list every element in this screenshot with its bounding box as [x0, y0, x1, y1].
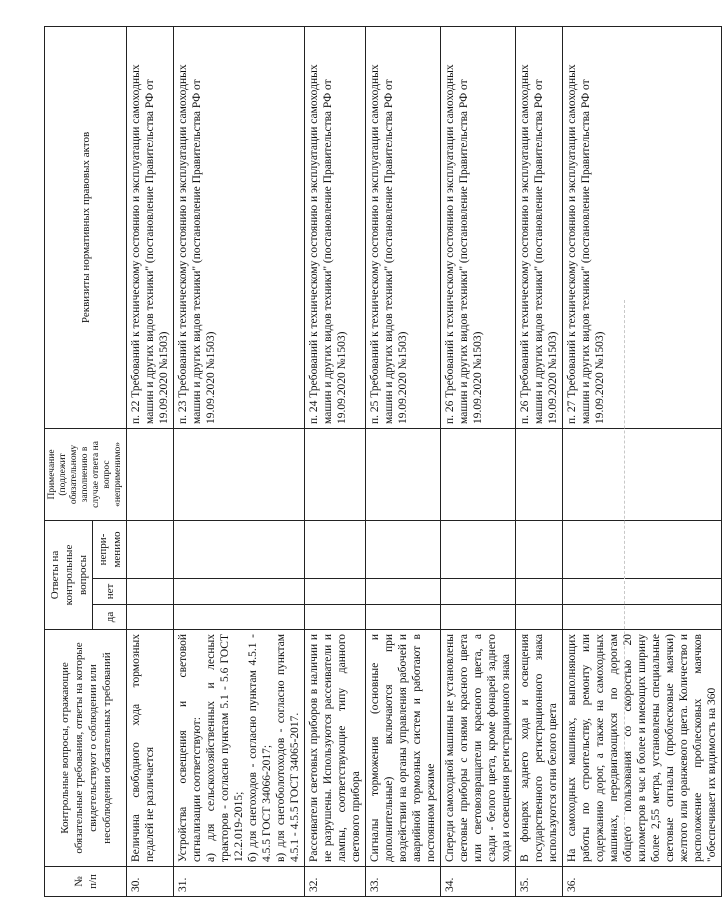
row-number: 35.: [516, 867, 563, 897]
header-na: непри-менимо: [93, 520, 127, 578]
answer-na-cell: [366, 520, 441, 578]
answer-no-cell: [174, 579, 305, 605]
table-row: [366, 26, 441, 896]
answer-no-cell: [127, 579, 174, 605]
answer-yes-cell: [563, 605, 722, 630]
answer-na-cell: [127, 520, 174, 578]
table-row: [516, 26, 563, 896]
note-cell: [127, 428, 174, 520]
checklist-table: [44, 26, 722, 897]
answer-yes-cell: [174, 605, 305, 630]
header-question: Контрольные вопросы, отражающие обязательные требования, ответы на которые свидетельствуют о соблюдении или несоблюдении обязательных требований: [45, 630, 127, 867]
table-row: [563, 26, 722, 896]
header-row: [45, 26, 93, 896]
answer-na-cell: [174, 520, 305, 578]
row-reference: п. 26 Требований к техническому состоянию и эксплуатации самоходных машин и других видов техники" (постановление Правительства РФ от 19.09.2020 №1503): [441, 26, 516, 428]
note-cell: [174, 428, 305, 520]
row-question: В фонарях заднего хода и освещения государственного регистрационного знака используются огни белого цвета: [516, 630, 563, 867]
row-reference: п. 27 Требований к техническому состоянию и эксплуатации самоходных машин и других видов техники" (постановление Правительства РФ от 19.09.2020 №1503): [563, 26, 722, 428]
header-note: Примечание (подлежит обязательному заполнению в случае ответа на вопрос «неприменимо»: [45, 428, 127, 520]
row-number: 31.: [174, 867, 305, 897]
header-refs: Реквизиты нормативных правовых актов: [45, 26, 127, 428]
row-question: Рассеиватели световых приборов в наличии и не разрушены. Используются рассеиватели и лампы, соответствующие типу данного светового прибора: [305, 630, 366, 867]
answer-yes-cell: [127, 605, 174, 630]
answer-yes-cell: [366, 605, 441, 630]
table-row: [127, 26, 174, 896]
header-num: № п/п: [45, 867, 127, 897]
row-number: 36.: [563, 867, 722, 897]
answer-na-cell: [305, 520, 366, 578]
answer-na-cell: [516, 520, 563, 578]
table-row: [441, 26, 516, 896]
row-number: 34.: [441, 867, 516, 897]
note-cell: [563, 428, 722, 520]
table-row: [305, 26, 366, 896]
row-number: 30.: [127, 867, 174, 897]
row-question: Спереди самоходной машины не установлены световые приборы с огнями красного цвета или световозвращатели красного цвета, а сзади - белого цвета, кроме фонарей заднего хода и освещения регистрационного знака: [441, 630, 516, 867]
scan-artifact-line: [624, 300, 626, 860]
row-reference: п. 26 Требований к техническому состоянию и эксплуатации самоходных машин и других видов техники" (постановление Правительства РФ от 19.09.2020 №1503): [516, 26, 563, 428]
header-no: нет: [93, 579, 127, 605]
row-number: 32.: [305, 867, 366, 897]
row-number: 33.: [366, 867, 441, 897]
answer-no-cell: [441, 579, 516, 605]
header-yes: да: [93, 605, 127, 630]
answer-no-cell: [366, 579, 441, 605]
row-question: На самоходных машинах, выполняющих работы по строительству, ремонту или содержанию дорог, а также на самоходных машинах, передвигающихся по дорогам общего пользования со скоростью 20 километров в час и более и имеющих ширину более 2,55 метра, установлены специальные световые сигналы (проблесковые маячки) желтого или оранжевого цвета. Количество и расположение проблесковых маячков "обеспечивает их видимость на 360: [563, 630, 722, 867]
row-reference: п. 24 Требований к техническому состоянию и эксплуатации самоходных машин и других видов техники" (постановление Правительства РФ от 19.09.2020 №1503): [305, 26, 366, 428]
note-cell: [441, 428, 516, 520]
row-question: Устройства освещения и световой сигнализации соответствуют: а) для сельскохозяйственных и лесных тракторов - согласно пунктам 5.1 - 5.6 ГОСТ 12.2.019-2015; б) для снегоходов - согласно пунктам 4.5.1 - 4.5.5 ГОСТ 34066-2017; в) для снегоболотоходов - согласно пунктам 4.5.1 - 4.5.5 ГОСТ 34065-2017.: [174, 630, 305, 867]
answer-na-cell: [563, 520, 722, 578]
answer-yes-cell: [516, 605, 563, 630]
note-cell: [305, 428, 366, 520]
row-question: Величина свободного хода тормозных педалей не различается: [127, 630, 174, 867]
answer-yes-cell: [305, 605, 366, 630]
answer-no-cell: [563, 579, 722, 605]
row-reference: п. 22 Требований к техническому состоянию и эксплуатации самоходных машин и других видов техники" (постановление Правительства РФ от 19.09.2020 №1503): [127, 26, 174, 428]
answer-yes-cell: [441, 605, 516, 630]
answer-no-cell: [516, 579, 563, 605]
answer-na-cell: [441, 520, 516, 578]
header-answers: Ответы на контрольные вопросы: [45, 520, 93, 629]
table-row: [174, 26, 305, 896]
row-reference: п. 23 Требований к техническому состоянию и эксплуатации самоходных машин и других видов техники" (постановление Правительства РФ от 19.09.2020 №1503): [174, 26, 305, 428]
note-cell: [366, 428, 441, 520]
row-reference: п. 25 Требований к техническому состоянию и эксплуатации самоходных машин и других видов техники" (постановление Правительства РФ от 19.09.2020 №1503): [366, 26, 441, 428]
row-question: Сигналы торможения (основные и дополнительные) включаются при воздействии на органы управления рабочей и аварийной тормозных систем и работают в постоянном режиме: [366, 630, 441, 867]
note-cell: [516, 428, 563, 520]
answer-no-cell: [305, 579, 366, 605]
